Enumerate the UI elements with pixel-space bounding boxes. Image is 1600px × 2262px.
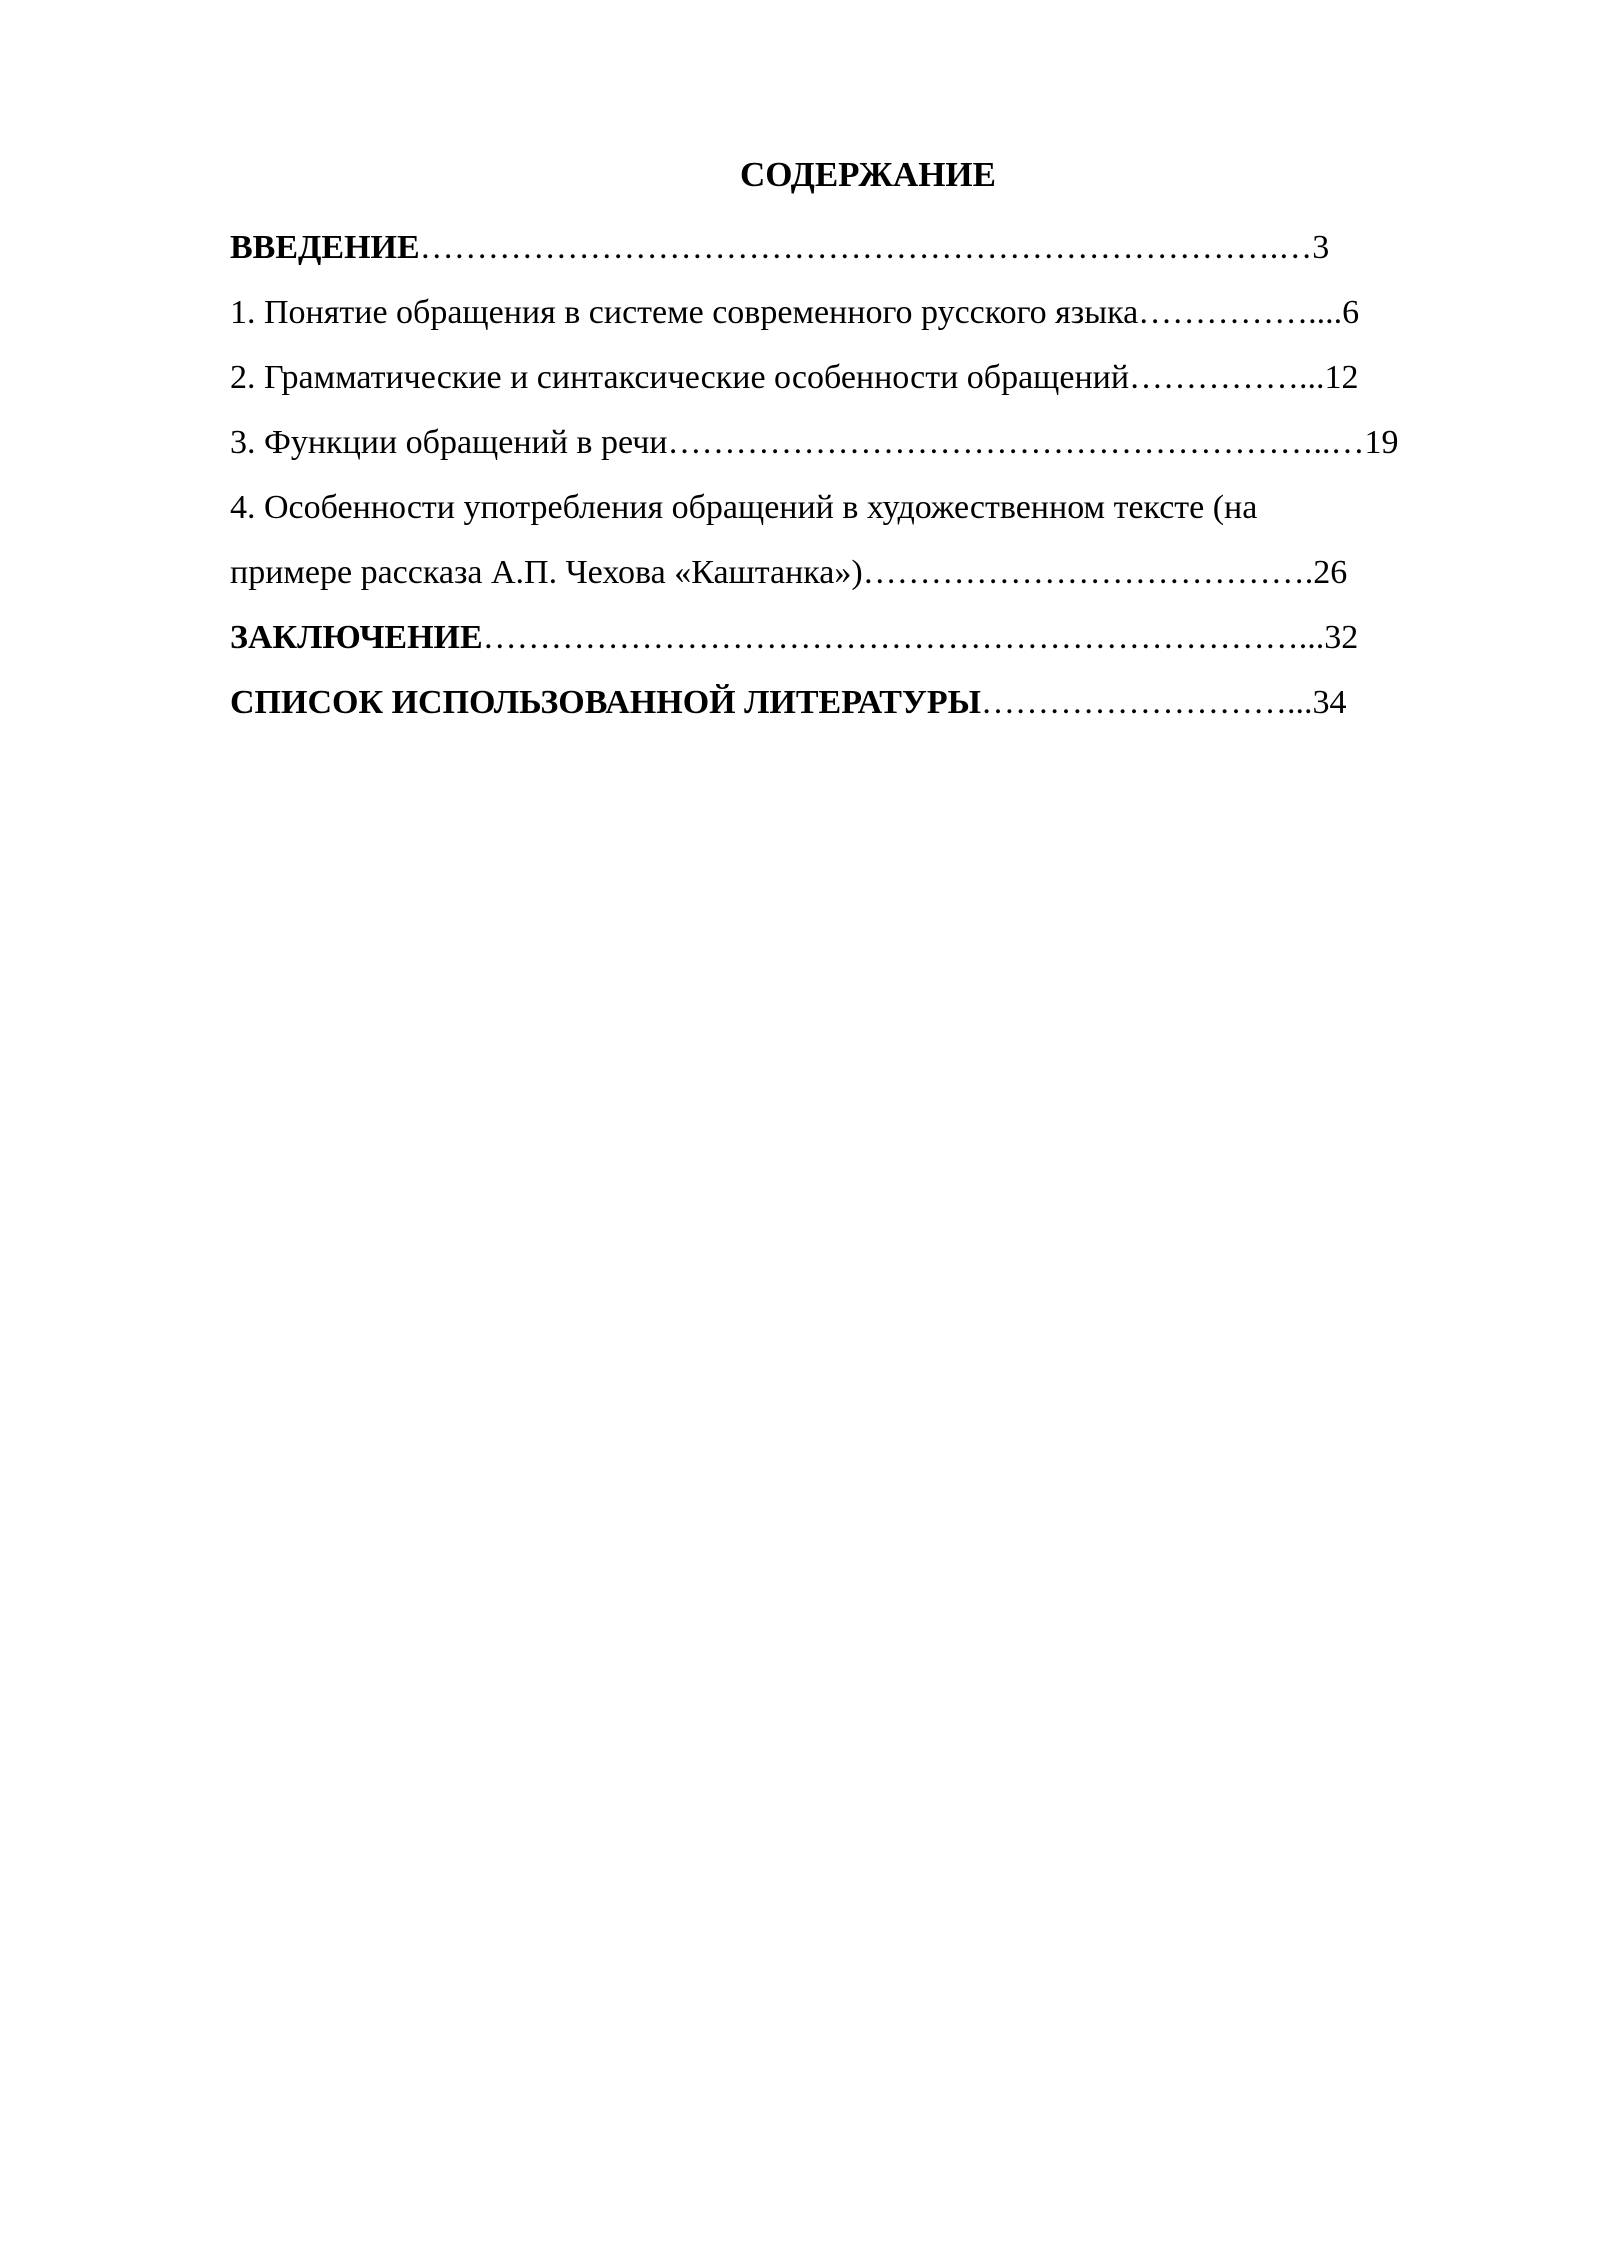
toc-heading: 1. Понятие обращения в системе современного русского языка: [230, 294, 1139, 331]
toc-heading: ВВЕДЕНИЕ: [230, 229, 420, 266]
toc-heading: 3. Функции обращений в речи: [230, 424, 668, 461]
toc-entry-chapter-1: [230, 280, 1492, 345]
toc-leader-page: ……………....6: [1138, 294, 1360, 331]
toc-entry-introduction: [230, 215, 1492, 280]
toc-heading: 4. Особенности употребления обращений в художественном тексте (на: [230, 489, 1258, 526]
toc-leader-page: ……………...12: [1129, 359, 1359, 396]
toc-title: СОДЕРЖАНИЕ: [739, 155, 996, 194]
toc-leader-page: ………………………...34: [981, 684, 1347, 721]
toc-heading: 2. Грамматические и синтаксические особенности обращений: [230, 359, 1130, 396]
table-of-contents: [230, 150, 1492, 735]
toc-entry-chapter-2: [230, 345, 1492, 410]
toc-entry-conclusion: [230, 605, 1492, 670]
toc-heading: примере рассказа А.П. Чехова «Каштанка»): [230, 554, 863, 591]
toc-leader-page: …………………………………………………..…19: [667, 424, 1399, 461]
toc-entry-chapter-4-line-2: [230, 540, 1492, 605]
toc-entry-chapter-3: [230, 410, 1492, 475]
toc-heading: ЗАКЛЮЧЕНИЕ: [230, 619, 483, 656]
toc-leader-page: ………………………………….26: [862, 554, 1348, 591]
toc-heading: СПИСОК ИСПОЛЬЗОВАННОЙ ЛИТЕРАТУРЫ: [230, 684, 981, 721]
toc-leader-page: ………………………………………………………………….…3: [419, 229, 1330, 266]
toc-leader-page: ………………………………………………………………...32: [482, 619, 1359, 656]
toc-entry-chapter-4-line-1: [230, 475, 1492, 540]
toc-entry-bibliography: [230, 670, 1492, 735]
